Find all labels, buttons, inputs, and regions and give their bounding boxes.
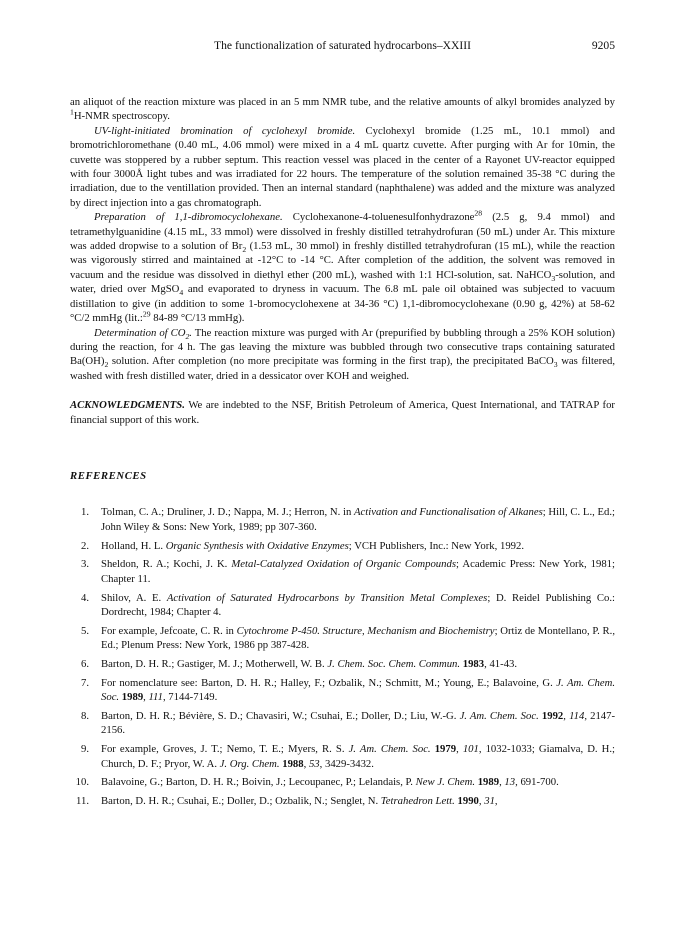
reference-item	[70, 557, 615, 586]
reference-number: 4.	[80, 591, 89, 604]
acknowledgments-text: We are indebted to the NSF, British Petroleum of America, Quest International, and TATRAP for financial support of this work.	[70, 399, 615, 426]
reference-item	[70, 505, 615, 534]
acknowledgments-paragraph	[70, 398, 615, 427]
reference-item	[70, 742, 615, 771]
reference-text: Sheldon, R. A.; Kochi, J. K. Metal-Catalyzed Oxidation of Organic Compounds; Academic Press: New York, 1981; Chapter 11.	[101, 558, 615, 585]
running-title: The functionalization of saturated hydrocarbons–XXIII	[214, 39, 471, 52]
reference-number: 11.	[76, 795, 89, 808]
experimental-section	[70, 95, 615, 383]
reference-number: 10.	[75, 776, 89, 789]
reference-item	[70, 591, 615, 620]
reference-item	[70, 657, 615, 671]
reference-item	[70, 709, 615, 738]
reference-number: 5.	[80, 624, 89, 637]
page-number: 9205	[591, 39, 615, 52]
reference-text: For nomenclature see: Barton, D. H. R.; Halley, F.; Ozbalik, N.; Schmitt, M.; Young, E.; Balavoine, G. J. Am. Chem. Soc. 1989, 111, 7144-7149.	[101, 676, 615, 704]
reference-number: 6.	[80, 657, 89, 670]
reference-text: Barton, D. H. R.; Bévière, S. D.; Chavasiri, W.; Csuhai, E.; Doller, D.; Liu, W.-G. J. Am. Chem. Soc. 1992, 114, 2147-2156.	[101, 709, 616, 737]
dibromocyclohexane-paragraph: Preparation of 1,1-dibromocyclohexane. Cyclohexanone-4-toluenesulfonhydrazone$^{28}$ (2.5 g, 9.4 mmol) and tetramethylguanidine (4.15 mL, 33 mmol) were dissolved in freshly distilled tetrahydrofuran (50 mL) under Ar. This mixture was added dropwise to a solution of $Br_2$ (1.53 mL, 30 mmol) in freshly distilled tetrahydrofuran (15 mL), while the reaction was vigorously stirred and maintained at -12°C to -14 °C. After completion of the addition, the solvent was removed in vacuum and the residue was dissolved in diethyl ether (200 mL), washed with 1:1 HCl-solution, sat. NaHCO$_3$-solution, and water, dried over MgSO$_4$ and evaporated to dryness in vacuum. The 6.8 mL pale oil obtained was subjected to vacuum distillation to give (in addition to some 1-bromocyclohexene at 34-36 °C) 1,1-dibromocyclohexane (0.90 g, 42%) at 58-62 °C/2 mmHg (lit.:$^{29}$ 84-89 °C/13 mmHg).	[70, 208, 616, 325]
references-list	[70, 505, 615, 808]
reference-number: 3.	[80, 558, 89, 571]
reference-text: For example, Jefcoate, C. R. in Cytochrome P-450. Structure, Mechanism and Biochemistry; Ortiz de Montellano, P. R., Ed.; Plenum Press: New York, 1986 pp 387-428.	[101, 624, 615, 652]
reference-text: Holland, H. L. Organic Synthesis with Oxidative Enzymes; VCH Publishers, Inc.: New York, 1992.	[101, 539, 525, 552]
reference-number: 2.	[80, 539, 89, 552]
reference-item	[70, 794, 615, 808]
reference-text: Barton, D. H. R.; Csuhai, E.; Doller, D.; Ozbalik, N.; Senglet, N. Tetrahedron Lett. 1990, 31,	[101, 795, 498, 808]
reference-item	[70, 775, 615, 789]
reference-text: For example, Groves, J. T.; Nemo, T. E.; Myers, R. S. J. Am. Chem. Soc. 1979, 101, 1032-1033; Giamalva, D. H.; Church, D. F.; Pryor, W. A. J. Org. Chem. 1988, 53, 3429-3432.	[101, 743, 616, 770]
reference-number: 8.	[80, 709, 89, 722]
reference-text: Tolman, C. A.; Druliner, J. D.; Nappa, M. J.; Herron, N. in Activation and Functionalisation of Alkanes; Hill, C. L., Ed.; John Wiley & Sons: New York, 1989; pp 307-360.	[101, 506, 616, 533]
co2-paragraph: Determination of $CO_2$. The reaction mixture was purged with Ar (prepurified by bubbling through a 25% KOH solution) during the reaction, for 4 h. The gas leaving the mixture was bubbled through two consecutive traps containing saturated $Ba(OH)_2$ solution. After completion (no more precipitate was forming in the first trap), the precipitated BaCO$_3$ was filtered, washed with fresh distilled water, dried in a dessicator over KOH and weighed.	[70, 326, 615, 382]
article-body	[70, 95, 615, 813]
acknowledgments-heading: ACKNOWLEDGMENTS.	[70, 399, 185, 412]
reference-number: 9.	[80, 743, 89, 756]
reference-text: Balavoine, G.; Barton, D. H. R.; Boivin, J.; Lecoupanec, P.; Lelandais, P. New J. Chem. 1989, 13, 691-700.	[101, 776, 559, 789]
reference-item	[70, 624, 615, 653]
reference-text: Barton, D. H. R.; Gastiger, M. J.; Motherwell, W. B. J. Chem. Soc. Chem. Commun. 1983, 41-43.	[101, 657, 518, 670]
reference-item	[70, 539, 615, 553]
running-header	[70, 39, 615, 55]
reference-text: Shilov, A. E. Activation of Saturated Hydrocarbons by Transition Metal Complexes; D. Reidel Publishing Co.: Dordrecht, 1984; Chapter 4.	[101, 591, 615, 618]
references-heading: REFERENCES	[70, 469, 147, 482]
uv-bromination-paragraph: UV-light-initiated bromination of cyclohexyl bromide. Cyclohexyl bromide (1.25 mL, 10.1 mmol) and bromotrichloromethane (0.40 mL, 4.06 mmol) were mixed in a 4 mL quartz cuvette. After purging with Ar for 10min, the cuvette was stoppered by a rubber septum. This reaction vessel was placed in the center of a Rayonet UV-reactor equipped with four 3000Å light tubes and was irradiated for 22 hours. The temperature of the solution remained 35-38 °C during the irradiation, due to the ventillation provided. Then an internal standard (naphthalene) was added and the mixture was analyzed by direct injection into a gas chromatograph.	[70, 124, 615, 209]
nmr-paragraph: an aliquot of the reaction mixture was placed in an 5 mm NMR tube, and the relative amounts of alkyl bromides analyzed by $^1$H-NMR spectroscopy.	[70, 96, 615, 123]
reference-item	[70, 676, 615, 705]
reference-number: 7.	[80, 676, 89, 689]
reference-number: 1.	[80, 506, 89, 519]
